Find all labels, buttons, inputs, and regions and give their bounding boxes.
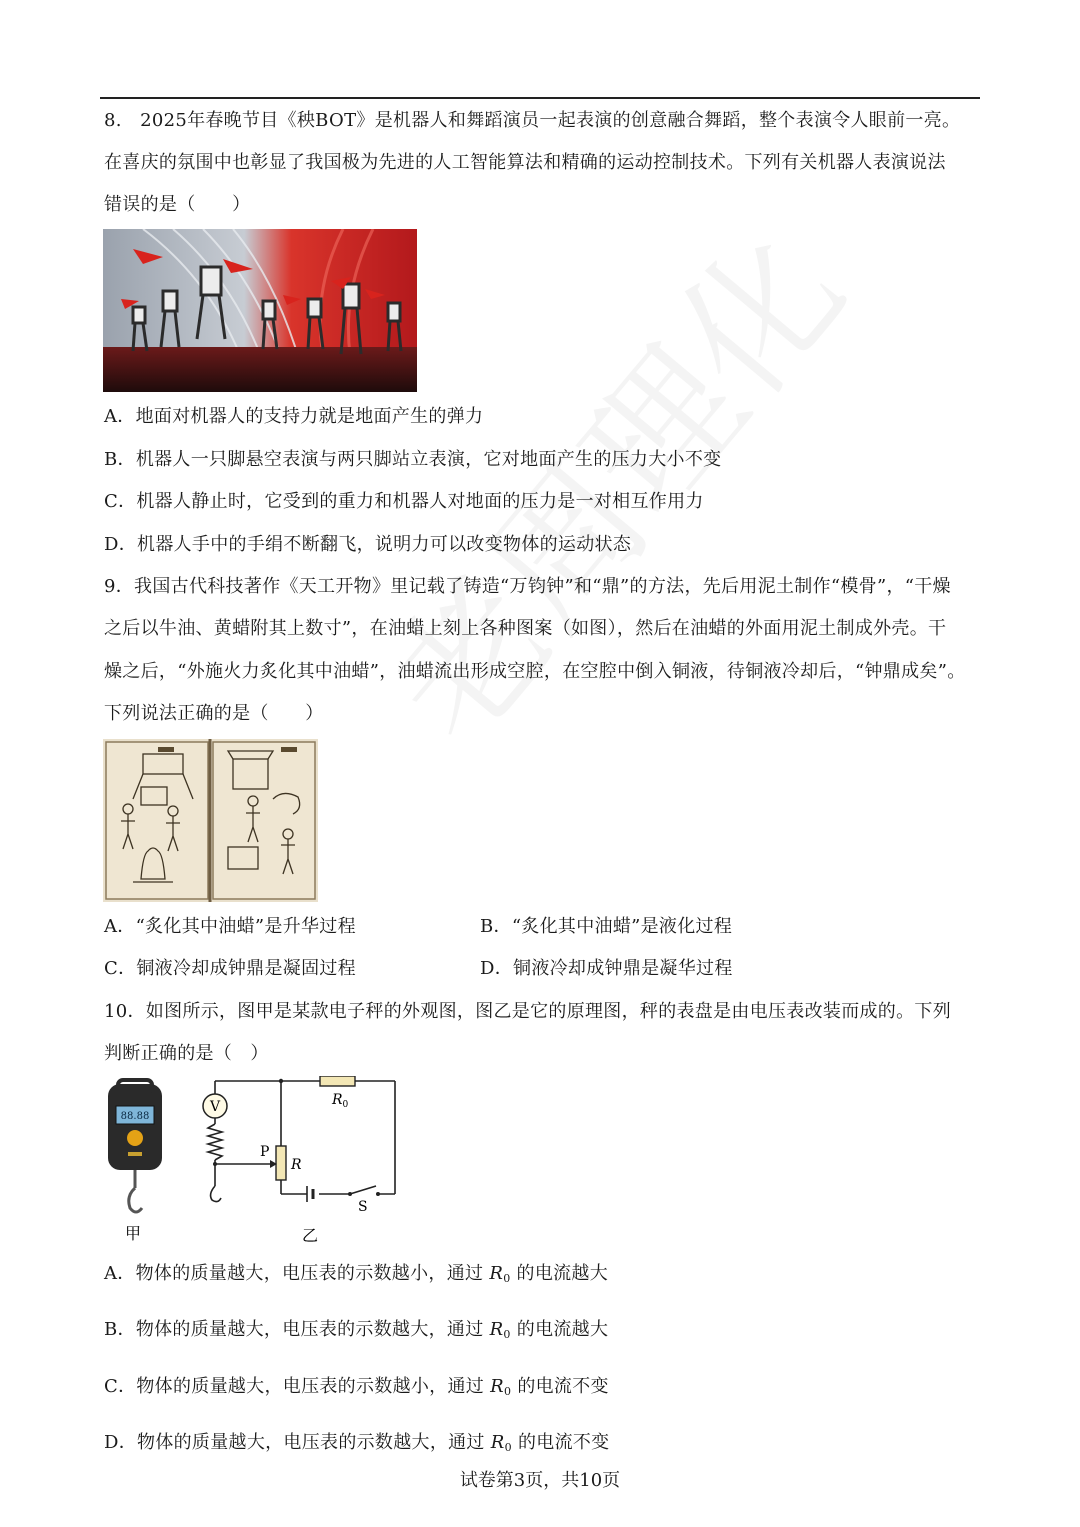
q10-option-c [104,1376,609,1403]
q10-option-a-sub: 0 [503,1272,511,1285]
q8-option-a: A．地面对机器人的支持力就是地面产生的弹力 [104,406,484,427]
q10-option-b [104,1319,608,1346]
q10-option-d-sub: 0 [504,1441,512,1454]
q10-option-c-sub: 0 [503,1385,512,1398]
q10-option-b-r: R [489,1319,504,1340]
q10-option-c-r: R [490,1376,504,1397]
q10-option-c-suffix: 的电流不变 [517,1376,609,1397]
q10-option-d-text: D．物体的质量越大，电压表的示数越大，通过 [104,1432,485,1453]
voltmeter-label: V [209,1099,221,1115]
q9-stem-line-3: 燥之后，“外施火力炙化其中油蜡”，油蜡流出形成空腔，在空腔中倒入铜液，待铜液冷却后，“钟鼎成矣”。 [104,661,966,682]
robot-dance-photo [103,229,417,392]
q9-option-a: A．“炙化其中油蜡”是升华过程 [104,916,356,937]
q10-option-b-sub: 0 [503,1328,511,1341]
switch-label: S [358,1199,368,1215]
q10-stem-line-2: 判断正确的是（ ） [104,1043,269,1064]
tiangong-kaiwu-illustration [103,739,318,902]
q8-option-b: B．机器人一只脚悬空表演与两只脚站立表演，它对地面产生的压力大小不变 [104,449,722,470]
q10-option-d-suffix: 的电流不变 [517,1432,610,1453]
slider-label: P [260,1144,270,1160]
q8-option-d: D．机器人手中的手绢不断翻飞，说明力可以改变物体的运动状态 [104,534,632,555]
q10-option-b-text: B．物体的质量越大，电压表的示数越大，通过 [104,1319,484,1340]
electronic-scale-drawing [108,1080,162,1212]
label-jia: 甲 [124,1224,142,1243]
q8-stem-line-3: 错误的是（ ） [104,194,251,215]
q10-option-a-r: R [489,1263,504,1284]
svg-text:R0 [331,1092,349,1110]
r0-letter: R [332,1092,343,1108]
q9-option-d: D．铜液冷却成钟鼎是凝华过程 [480,958,733,979]
r-label: R [291,1157,302,1173]
q10-option-c-text: C．物体的质量越大，电压表的示数越小，通过 [104,1376,485,1397]
q10-stem-line-1: 10．如图所示，图甲是某款电子秤的外观图，图乙是它的原理图，秤的表盘是由电压表改装而成的。下列 [104,1001,951,1022]
scale-circuit-figure [100,1076,410,1248]
q8-stem-line-2: 在喜庆的氛围中也彰显了我国极为先进的人工智能算法和精确的运动控制技术。下列有关机器人表演说法 [104,152,946,173]
label-yi: 乙 [301,1226,319,1245]
q8-option-c: C．机器人静止时，它受到的重力和机器人对地面的压力是一对相互作用力 [104,491,704,512]
q10-option-b-suffix: 的电流越大 [516,1319,609,1340]
q10-option-a-suffix: 的电流越大 [516,1263,609,1284]
q9-option-c: C．铜液冷却成钟鼎是凝固过程 [104,958,356,979]
q9-stem-line-2: 之后以牛油、黄蜡附其上数寸”，在油蜡上刻上各种图案（如图），然后在油蜡的外面用泥土制成外壳。干 [104,618,947,639]
page-footer: 试卷第3页，共10页 [459,1470,621,1491]
q10-option-d [104,1432,609,1459]
q10-option-a-text: A．物体的质量越大，电压表的示数越小，通过 [104,1263,484,1284]
q10-option-a [104,1263,608,1290]
r0-subscript: 0 [342,1100,349,1110]
header-rule [100,97,980,99]
q8-stem-line-1: 8. 2025年春晚节目《秧BOT》是机器人和舞蹈演员一起表演的创意融合舞蹈，整个表演令人眼前一亮。 [104,110,961,131]
q9-stem-line-4: 下列说法正确的是（ ） [104,703,324,724]
q10-option-d-r: R [490,1432,505,1453]
q9-option-b: B．“炙化其中油蜡”是液化过程 [480,916,733,937]
scale-display-readout: 88.88 [120,1111,150,1122]
q9-stem-line-1: 9．我国古代科技著作《天工开物》里记载了铸造“万钧钟”和“鼎”的方法，先后用泥土制作“模骨”，“干燥 [104,576,951,597]
